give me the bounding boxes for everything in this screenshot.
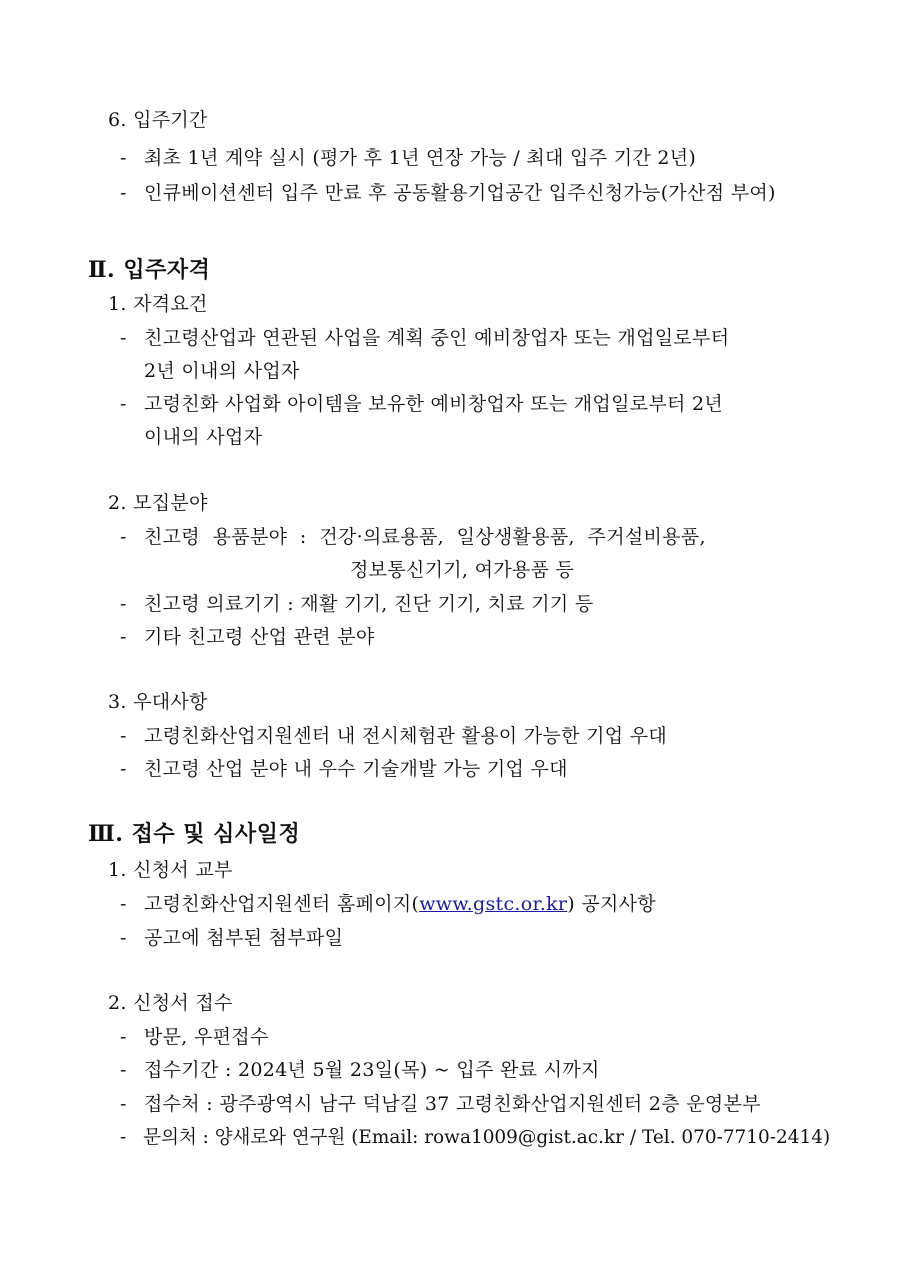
list-item [120, 1092, 761, 1116]
list-item-text: 고령친화산업지원센터 홈페이지( [144, 893, 420, 915]
list-item [120, 625, 375, 649]
list-item-text: 고령친화산업지원센터 내 전시체험관 활용이 가능한 기업 우대 [144, 725, 668, 747]
list-item-text: 접수기간 : 2024년 5월 23일(목) ~ 입주 완료 시까지 [144, 1059, 600, 1081]
list-item-text: 고령친화 사업화 아이템을 보유한 예비창업자 또는 개업일로부터 2년 [144, 393, 724, 415]
dash: - [120, 393, 127, 415]
dash: - [120, 893, 127, 915]
list-item-continuation: 정보통신기기, 여가용품 등 [350, 559, 575, 581]
subsection-title: 1. 자격요건 [108, 293, 208, 315]
list-item-text: 최초 1년 계약 실시 (평가 후 1년 연장 가능 / 최대 입주 기간 2년) [144, 147, 697, 169]
dash: - [120, 1026, 127, 1048]
homepage-link[interactable]: www.gstc.or.kr [419, 893, 568, 915]
section-heading-2: Ⅱ. 입주자격 [88, 257, 211, 283]
subsection-title: 2. 신청서 접수 [108, 992, 233, 1014]
list-item-text: 인큐베이션센터 입주 만료 후 공동활용기업공간 입주신청가능(가산점 부여) [144, 182, 776, 204]
list-item-text: 친고령 용품분야 : 건강·의료용품, 일상생활용품, 주거설비용품, [144, 526, 706, 548]
item-6-title: 6. 입주기간 [108, 109, 208, 131]
dash: - [120, 1059, 127, 1081]
list-item [120, 181, 776, 205]
dash: - [120, 1126, 127, 1148]
list-item [120, 592, 594, 616]
list-item-text: 접수처 : 광주광역시 남구 덕남길 37 고령친화산업지원센터 2층 운영본부 [144, 1093, 761, 1115]
list-item [120, 525, 706, 549]
subsection-title: 3. 우대사항 [108, 691, 208, 713]
list-item-continuation: 2년 이내의 사업자 [144, 360, 300, 382]
dash: - [120, 327, 127, 349]
dash: - [120, 593, 127, 615]
list-item [120, 757, 568, 781]
list-item-text: 공고에 첨부된 첨부파일 [144, 927, 344, 949]
list-item [120, 392, 723, 416]
dash: - [120, 147, 127, 169]
list-item-text: 기타 친고령 산업 관련 분야 [144, 626, 375, 648]
list-item-text: 친고령 산업 분야 내 우수 기술개발 가능 기업 우대 [144, 758, 568, 780]
list-item [120, 1025, 269, 1049]
list-item [120, 724, 667, 748]
list-item-text: 친고령 의료기기 : 재활 기기, 진단 기기, 치료 기기 등 [144, 593, 594, 615]
dash: - [120, 526, 127, 548]
list-item-text: 친고령산업과 연관된 사업을 계획 중인 예비창업자 또는 개업일로부터 [144, 327, 730, 349]
list-item [120, 326, 729, 350]
dash: - [120, 758, 127, 780]
dash: - [120, 182, 127, 204]
list-item-text: 방문, 우편접수 [144, 1026, 269, 1048]
list-item [120, 892, 656, 916]
list-item [120, 1125, 830, 1149]
section-heading-3: Ⅲ. 접수 및 심사일정 [88, 821, 301, 847]
subsection-title: 2. 모집분야 [108, 492, 208, 514]
dash: - [120, 626, 127, 648]
list-item-text: ) 공지사항 [567, 893, 656, 915]
subsection-title: 1. 신청서 교부 [108, 859, 233, 881]
list-item-text: 문의처 : 양새로와 연구원 (Email: rowa1009@gist.ac.kr / Tel. 070-7710-2414) [143, 1126, 831, 1148]
list-item [120, 926, 343, 950]
dash: - [120, 725, 127, 747]
dash: - [120, 927, 127, 949]
list-item-continuation: 이내의 사업자 [144, 426, 263, 448]
list-item [120, 146, 696, 170]
dash: - [120, 1093, 127, 1115]
list-item [120, 1058, 600, 1082]
